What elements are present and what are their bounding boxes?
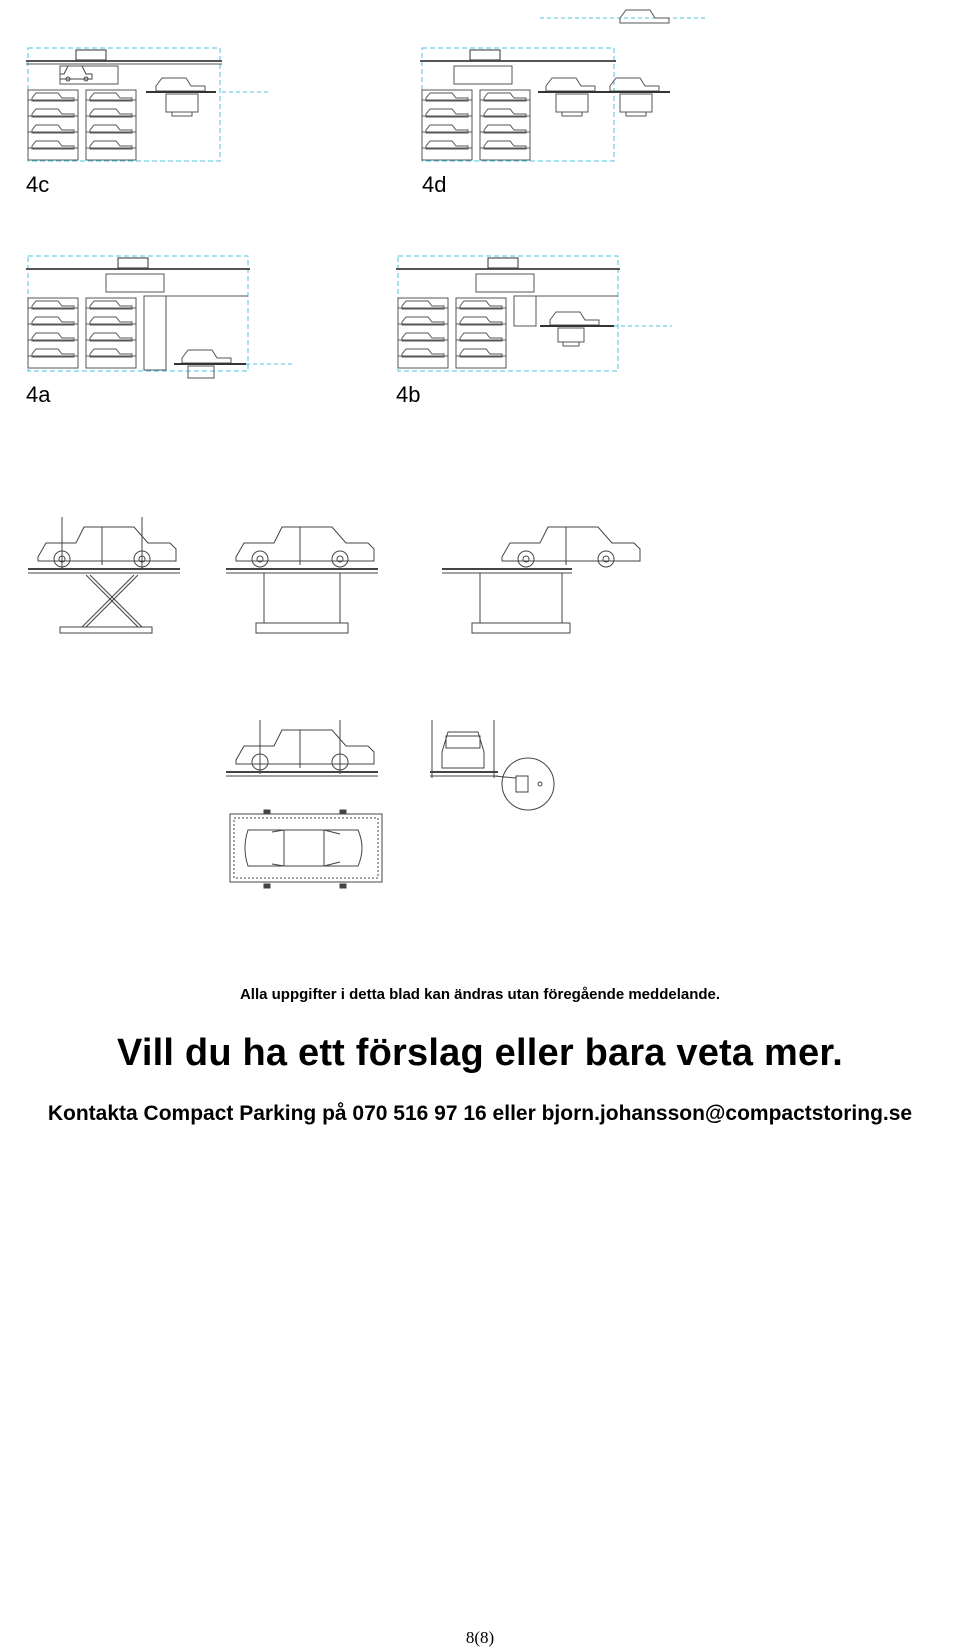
diagram-4b <box>394 252 684 382</box>
lift-front-view-diagram <box>428 718 558 818</box>
call-to-action-headline: Vill du ha ett förslag eller bara veta mer. <box>117 1032 843 1074</box>
lift-top-view-diagram <box>228 808 388 890</box>
lift-side-view-diagram <box>226 718 386 778</box>
figure-label-4d: 4d <box>422 172 447 197</box>
post-lift-diagram-a <box>226 515 386 637</box>
post-lift-diagram-b <box>442 515 652 637</box>
diagram-4c <box>24 44 284 169</box>
page-number: 8(8) <box>465 1628 495 1647</box>
contact-line: Kontakta Compact Parking på 070 516 97 16 eller bjorn.johansson@compactstoring.se <box>47 1102 913 1125</box>
figure-label-4a: 4a <box>26 382 51 407</box>
figure-label-4b: 4b <box>396 382 421 407</box>
diagram-4d <box>420 4 720 169</box>
scissor-lift-diagram <box>28 515 188 637</box>
disclaimer-notice: Alla uppgifter i detta blad kan ändras utan föregående meddelande. <box>239 986 721 1003</box>
diagram-4a <box>24 252 314 382</box>
figure-label-4c: 4c <box>26 172 50 197</box>
